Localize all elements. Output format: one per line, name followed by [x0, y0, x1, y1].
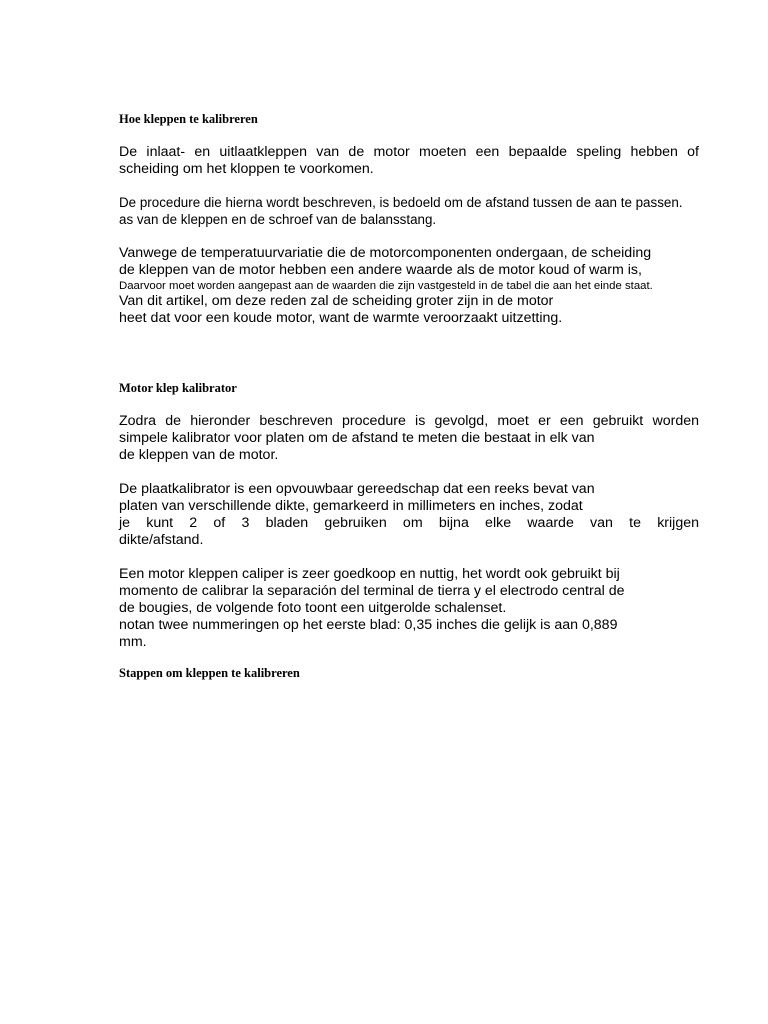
- text-line: De procedure die hierna wordt beschreven, is bedoeld om de afstand tussen de aan te passen.: [119, 195, 683, 210]
- text-line: Een motor kleppen caliper is zeer goedkoop en nuttig, het wordt ook gebruikt bij: [119, 566, 620, 582]
- text-line: je kunt 2 of 3 bladen gebruiken om bijna elke waarde van te krijgen: [119, 515, 699, 531]
- paragraph-procedure: [119, 194, 699, 228]
- text-line: dikte/afstand.: [119, 532, 204, 548]
- text-line: scheiding om het kloppen te voorkomen.: [119, 161, 374, 177]
- text-line: momento de calibrar la separación del terminal de tierra y el electrodo central de: [119, 583, 625, 599]
- text-line: mm.: [119, 634, 147, 650]
- section-heading-stappen: Stappen om kleppen te kalibreren: [119, 666, 300, 680]
- text-line: platen van verschillende dikte, gemarkeerd in millimeters en inches, zodat: [119, 498, 583, 514]
- paragraph-temperatuur: [119, 245, 699, 327]
- text-line: de kleppen van de motor.: [119, 447, 279, 463]
- text-line: Zodra de hieronder beschreven procedure is gevolgd, moet er een gebruikt worden: [119, 413, 699, 429]
- text-line: as van de kleppen en de schroef van de balansstang.: [119, 212, 437, 227]
- text-line: de bougies, de volgende foto toont een uitgerolde schalenset.: [119, 600, 507, 616]
- text-line: De inlaat- en uitlaatkleppen van de motor moeten een bepaalde speling hebben of: [119, 144, 699, 160]
- text-line: simpele kalibrator voor platen om de afstand te meten die bestaat in elk van: [119, 430, 595, 446]
- paragraph-inlaat-uitlaat: [119, 144, 699, 178]
- text-line: de kleppen van de motor hebben een andere waarde als de motor koud of warm is,: [119, 262, 642, 278]
- section-heading-motor-klep: Motor klep kalibrator: [119, 381, 237, 395]
- text-line: De plaatkalibrator is een opvouwbaar gereedschap dat een reeks bevat van: [119, 481, 595, 497]
- paragraph-caliper: [119, 566, 699, 651]
- text-line: heet dat voor een koude motor, want de warmte veroorzaakt uitzetting.: [119, 310, 563, 326]
- text-line: Daarvoor moet worden aangepast aan de waarden die zijn vastgesteld in de tabel die aan het einde staat.: [119, 280, 653, 292]
- text-line: notan twee nummeringen op het eerste blad: 0,35 inches die gelijk is aan 0,889: [119, 617, 618, 633]
- paragraph-zodra: [119, 413, 699, 464]
- text-line: Van dit artikel, om deze reden zal de scheiding groter zijn in de motor: [119, 293, 554, 309]
- text-line: Vanwege de temperatuurvariatie die de motorcomponenten ondergaan, de scheiding: [119, 245, 652, 261]
- section-heading-hoe-kleppen: Hoe kleppen te kalibreren: [119, 112, 258, 126]
- paragraph-plaatkalibrator: [119, 481, 699, 549]
